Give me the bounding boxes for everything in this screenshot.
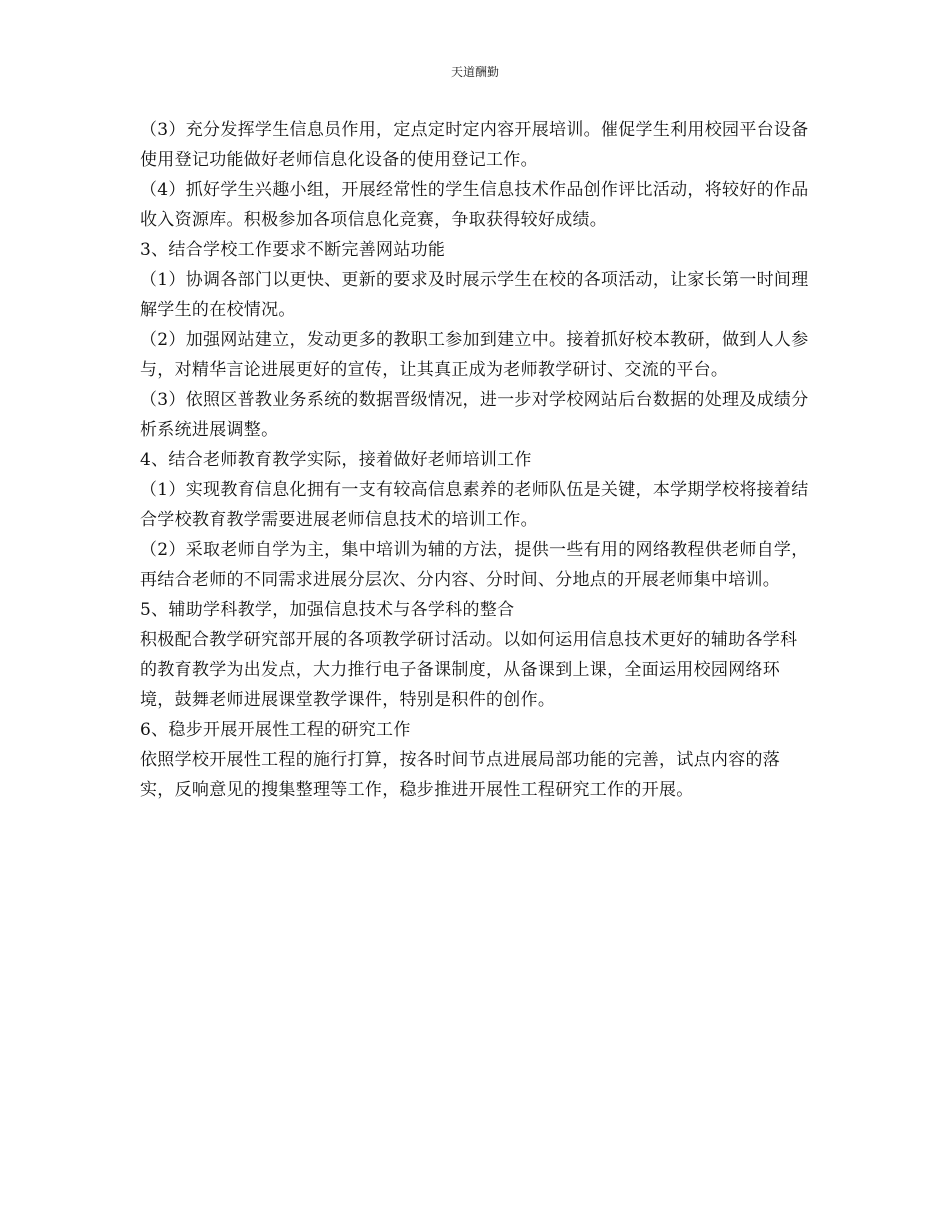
paragraph-teaching-research: 积极配合教学研究部开展的各项教学研讨活动。以如何运用信息技术更好的辅助各学科的教育教学为出发点，大力推行电子备课制度，从备课到上课，全面运用校园网络环境，鼓舞老师进展课堂教学课件，特别是积件的创作。 — [140, 630, 798, 710]
paragraph-item-3-data-upgrade: （3）依照区普教业务系统的数据晋级情况，进一步对学校网站后台数据的处理及成绩分析系统进展调整。 — [140, 390, 809, 440]
section-heading-5-subject-integration: 5、辅助学科教学，加强信息技术与各学科的整合 — [140, 600, 515, 620]
paragraph-project-plan: 依照学校开展性工程的施行打算，按各时间节点进展局部功能的完善，试点内容的落实，反响意见的搜集整理等工作，稳步推进开展性工程研究工作的开展。 — [140, 750, 781, 800]
paragraph-item-2-website-building: （2）加强网站建立，发动更多的教职工参加到建立中。接着抓好校本教研，做到人人参与，对精华言论进展更好的宣传，让其真正成为老师教学研讨、交流的平台。 — [140, 330, 809, 380]
paragraph-item-3-training: （3）充分发挥学生信息员作用，定点定时定内容开展培训。催促学生利用校园平台设备使用登记功能做好老师信息化设备的使用登记工作。 — [140, 120, 809, 170]
paragraph-item-2-self-study: （2）采取老师自学为主，集中培训为辅的方法，提供一些有用的网络教程供老师自学，再结合老师的不同需求进展分层次、分内容、分时间、分地点的开展老师集中培训。 — [140, 540, 809, 590]
paragraph-item-1-coordination: （1）协调各部门以更快、更新的要求及时展示学生在校的各项活动，让家长第一时间理解学生的在校情况。 — [140, 270, 809, 320]
page-header: 天道酬勤 — [450, 65, 499, 79]
paragraph-item-1-teacher-team: （1）实现教育信息化拥有一支有较高信息素养的老师队伍是关键，本学期学校将接着结合学校教育教学需要进展老师信息技术的培训工作。 — [140, 480, 809, 530]
section-heading-4-teacher-training: 4、结合老师教育教学实际，接着做好老师培训工作 — [140, 450, 532, 470]
paragraph-item-4-interest-groups: （4）抓好学生兴趣小组，开展经常性的学生信息技术作品创作评比活动，将较好的作品收入资源库。积极参加各项信息化竞赛，争取获得较好成绩。 — [140, 180, 809, 230]
section-heading-3-website: 3、结合学校工作要求不断完善网站功能 — [140, 240, 446, 260]
document-body — [140, 115, 812, 805]
section-heading-6-research-work: 6、稳步开展开展性工程的研究工作 — [140, 720, 411, 740]
